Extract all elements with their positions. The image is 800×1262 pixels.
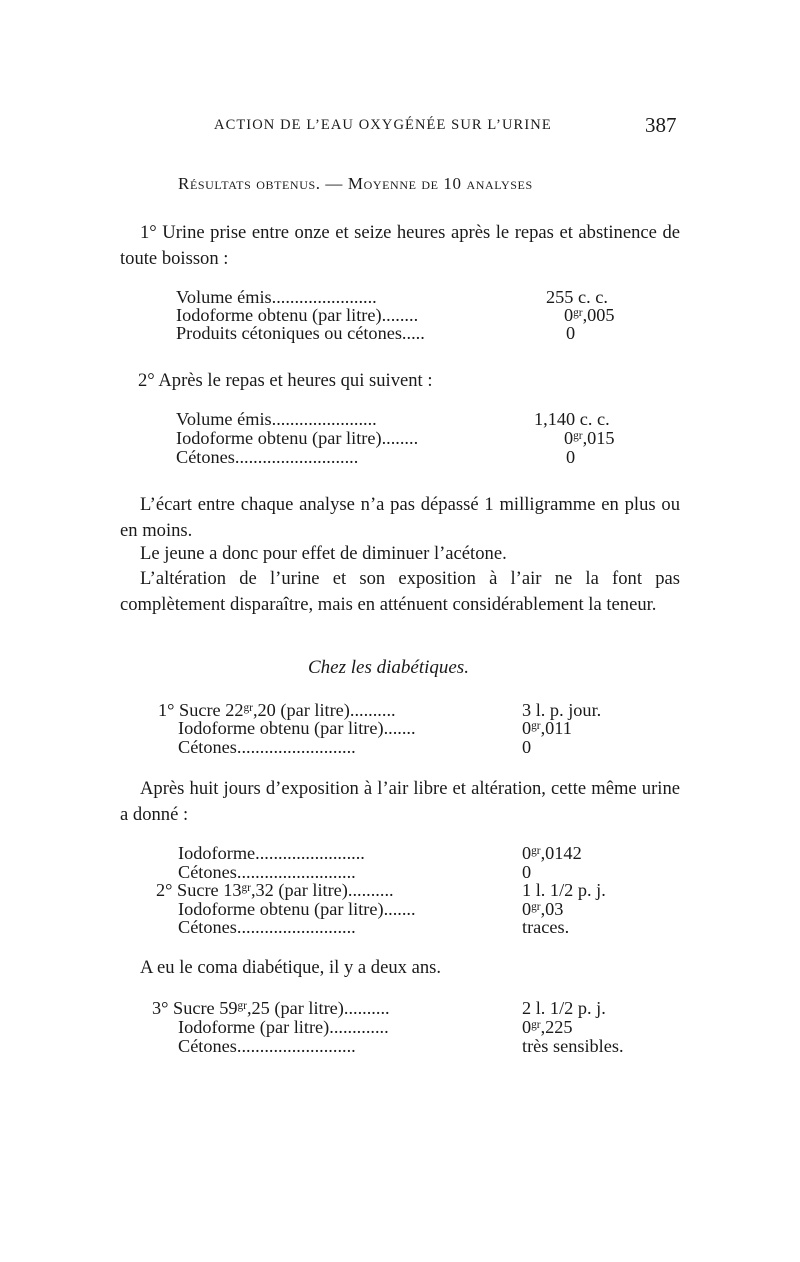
diab1-row-label: Iodoforme obtenu (par litre).......: [178, 718, 416, 738]
diab2-row-label: Iodoforme obtenu (par litre).......: [178, 899, 416, 919]
remark-paragraph: L’altération de l’urine et son exposition à l’air ne la font pas complètement disparaître, mais en atténuent considérablement la teneur.: [120, 568, 680, 615]
diab2-row-label: 2° Sucre $13^{gr},32$ (par litre)..........: [156, 880, 394, 900]
diab1-row-value: 3 l. p. jour.: [522, 700, 602, 720]
diab2-row-value: 1 l. 1/2 p. j.: [522, 880, 606, 900]
diab2-row-label: Cétones..........................: [178, 917, 356, 937]
diab2-row-value: $0^{gr},0142$: [522, 843, 582, 863]
case1-row-value: 0: [566, 323, 576, 343]
diab2-row-value: $0^{gr},03$: [522, 899, 564, 919]
diab1-row-value: 0: [522, 737, 532, 757]
diab3-row-value: 2 l. 1/2 p. j.: [522, 998, 606, 1018]
diab2-row-label: Cétones..........................: [178, 862, 356, 882]
case1-row-label: Produits cétoniques ou cétones.....: [176, 323, 425, 343]
diabetics-title: Chez les diabétiques.: [308, 657, 469, 678]
case2-row-value: $0^{gr},015$: [564, 428, 615, 448]
diab3-row-label: 3° Sucre $59^{gr},25$ (par litre)..........: [152, 998, 390, 1018]
running-header: ACTION DE L’EAU OXYGÉNÉE SUR L’URINE: [214, 117, 552, 133]
case2-row-label: Cétones...........................: [176, 447, 359, 467]
diab3-row-value: très sensibles.: [522, 1036, 624, 1056]
remark-paragraph: L’écart entre chaque analyse n’a pas dépassé 1 milligramme en plus ou en moins.: [120, 494, 680, 541]
diab1-row-value: $0^{gr},011$: [522, 718, 572, 738]
case1-row-value: $0^{gr},005$: [564, 305, 615, 325]
case2-row-label: Iodoforme obtenu (par litre)........: [176, 428, 419, 448]
diab1-row-label: 1° Sucre $22^{gr},20$ (par litre)..........: [158, 700, 396, 720]
case2-intro: 2° Après le repas et heures qui suivent :: [138, 370, 433, 391]
page-number: 387: [645, 113, 677, 137]
diab3-row-label: Cétones..........................: [178, 1036, 356, 1056]
diab2-row-value: traces.: [522, 917, 570, 937]
section-title: Résultats obtenus. — Moyenne de 10 analyses: [178, 174, 533, 193]
diab3-row-value: $0^{gr},225$: [522, 1017, 573, 1037]
coma-note: A eu le coma diabétique, il y a deux ans.: [140, 957, 442, 978]
case2-row-value: 0: [566, 447, 576, 467]
case1-row-label: Volume émis.......................: [176, 287, 377, 307]
after-paragraph: Après huit jours d’exposition à l’air libre et altération, cette même urine a donné :: [120, 778, 680, 825]
diab2-row-label: Iodoforme........................: [178, 843, 365, 863]
diab3-row-label: Iodoforme (par litre).............: [178, 1017, 389, 1037]
diab1-row-label: Cétones..........................: [178, 737, 356, 757]
case1-row-label: Iodoforme obtenu (par litre)........: [176, 305, 419, 325]
remark-paragraph: Le jeune a donc pour effet de diminuer l’acétone.: [140, 543, 507, 564]
case2-row-value: 1,140 c. c.: [534, 409, 610, 429]
case2-row-label: Volume émis.......................: [176, 409, 377, 429]
diab2-row-value: 0: [522, 862, 532, 882]
case1-row-value: 255 c. c.: [546, 287, 608, 307]
case1-intro: 1° Urine prise entre onze et seize heures après le repas et abstinence de toute boisson :: [120, 222, 680, 269]
